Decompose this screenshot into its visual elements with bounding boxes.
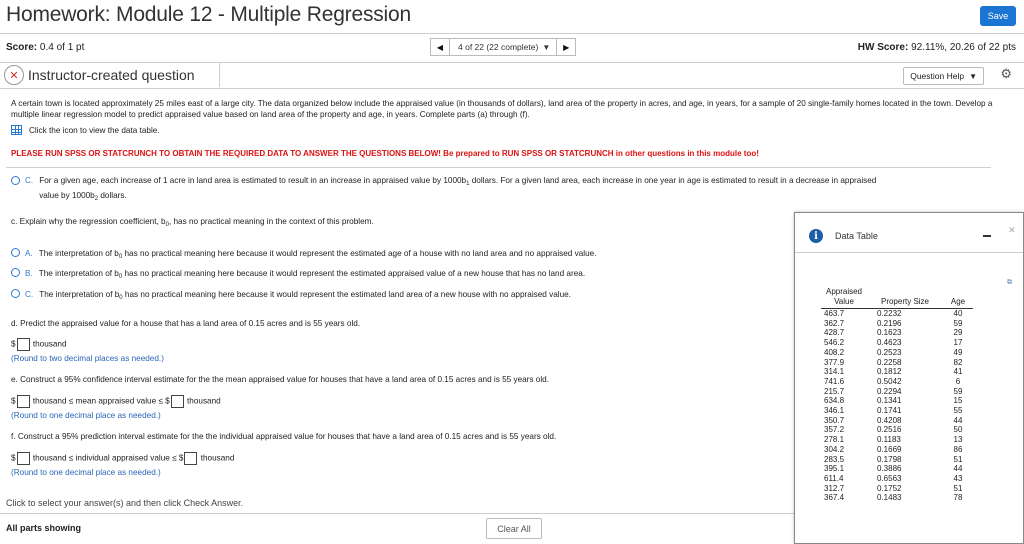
radio-button[interactable] bbox=[11, 248, 20, 257]
score-value: 0.4 of 1 pt bbox=[39, 42, 85, 53]
data-table-title: Data Table bbox=[835, 231, 878, 241]
table-cell: 51 bbox=[953, 483, 963, 493]
table-cell: 304.2 bbox=[824, 444, 845, 454]
column-header: Age bbox=[943, 287, 973, 309]
rounding-hint: (Round to two decimal places as needed.) bbox=[11, 354, 164, 363]
instruction-text: Click to select your answer(s) and then click Check Answer. bbox=[6, 498, 244, 508]
table-cell: 278.1 bbox=[824, 435, 845, 445]
table-cell: 44 bbox=[953, 415, 963, 425]
table-cell: 546.2 bbox=[824, 338, 845, 348]
table-cell: 314.1 bbox=[824, 367, 845, 377]
table-row bbox=[821, 464, 973, 474]
table-cell: 44 bbox=[953, 464, 963, 474]
table-cell: 408.2 bbox=[824, 347, 845, 357]
table-cell: 367.4 bbox=[824, 493, 845, 503]
chevron-down-icon: ▼ bbox=[969, 71, 977, 81]
table-cell: 0.4208 bbox=[877, 415, 902, 425]
table-cell: 59 bbox=[953, 318, 963, 328]
table-row bbox=[821, 387, 973, 397]
table-row bbox=[821, 367, 973, 377]
table-cell: 0.1741 bbox=[877, 406, 902, 416]
table-row bbox=[821, 358, 973, 368]
part-d-question: d. Predict the appraised value for a house that has a land area of 0.15 acres and is 55 years old. bbox=[11, 319, 361, 328]
table-row bbox=[821, 396, 973, 406]
part-d-answer-row: $ thousand bbox=[11, 338, 67, 351]
prev-question-button[interactable] bbox=[430, 38, 450, 56]
divider bbox=[6, 167, 991, 168]
radio-button[interactable] bbox=[11, 268, 20, 277]
part-e-answer-row: $ thousand ≤ mean appraised value ≤ $ thousand bbox=[11, 395, 221, 408]
table-row bbox=[821, 348, 973, 358]
part-c-option-c[interactable]: C. The interpretation of $b_0$ has no practical meaning here because it would represent the estimated land area of a new house with no appraised value. bbox=[11, 289, 571, 304]
column-header: Property Size bbox=[867, 287, 943, 309]
table-cell: 611.4 bbox=[824, 473, 844, 483]
table-cell: 41 bbox=[953, 367, 963, 377]
table-cell: 78 bbox=[953, 493, 963, 503]
table-cell: 395.1 bbox=[824, 464, 845, 474]
table-cell: 0.1623 bbox=[877, 328, 902, 338]
next-question-button[interactable] bbox=[556, 38, 576, 56]
table-cell: 215.7 bbox=[824, 386, 845, 396]
table-cell: 29 bbox=[953, 328, 963, 338]
score: Score: 0.4 of 1 pt bbox=[6, 42, 85, 53]
rounding-hint: (Round to one decimal place as needed.) bbox=[11, 411, 161, 420]
table-cell: 86 bbox=[953, 444, 963, 454]
save-button[interactable]: Save bbox=[980, 6, 1016, 26]
table-cell: 55 bbox=[953, 406, 963, 416]
ci-lower-input[interactable] bbox=[17, 395, 30, 408]
table-cell: 0.1669 bbox=[877, 444, 902, 454]
table-cell: 741.6 bbox=[824, 376, 845, 386]
table-cell: 463.7 bbox=[824, 309, 845, 318]
part-b-option-c[interactable]: C. For a given age, each increase of 1 acre in land area is estimated to result in an increase in appraised value by $1000b_1$ dollars. For a given land area, each increase in one year in age is estimated to result in a decrease in appraised value by $1000b_2$ dollars. bbox=[11, 175, 1001, 205]
part-c-question: c. Explain why the regression coefficient, $b_0$, has no practical meaning in the context of this problem. bbox=[11, 217, 374, 228]
table-cell: 0.3886 bbox=[877, 464, 902, 474]
divider bbox=[0, 513, 794, 514]
table-cell: 0.1341 bbox=[877, 396, 902, 406]
minimize-icon[interactable] bbox=[983, 235, 991, 237]
table-cell: 15 bbox=[953, 396, 963, 406]
warning-text: PLEASE RUN SPSS OR STATCRUNCH TO OBTAIN THE REQUIRED DATA TO ANSWER THE QUESTIONS BELOW! Be prepared to RUN SPSS OR STATCRUNCH in other questions in this module too! bbox=[11, 149, 759, 158]
table-row bbox=[821, 309, 973, 319]
data-table-link[interactable]: Click the icon to view the data table. bbox=[11, 125, 160, 135]
gear-icon[interactable]: ⚙ bbox=[1000, 66, 1012, 81]
table-cell: 17 bbox=[953, 338, 963, 348]
arrow-left-icon: ◀ bbox=[436, 42, 444, 52]
table-cell: 0.1812 bbox=[877, 367, 902, 377]
table-cell: 283.5 bbox=[824, 454, 845, 464]
table-row bbox=[821, 484, 973, 494]
table-row bbox=[821, 406, 973, 416]
table-cell: 0.2196 bbox=[877, 318, 902, 328]
table-cell: 0.6563 bbox=[877, 473, 902, 483]
table-cell: 346.1 bbox=[824, 406, 845, 416]
part-c-option-b[interactable]: B. The interpretation of $b_0$ has no practical meaning here because it would represent the estimated appraised value of a new house that has no land area. bbox=[11, 268, 585, 283]
table-row bbox=[821, 455, 973, 465]
ci-upper-input[interactable] bbox=[171, 395, 184, 408]
table-cell: 6 bbox=[955, 376, 961, 386]
table-cell: 0.2258 bbox=[877, 357, 902, 367]
table-row bbox=[821, 435, 973, 445]
data-table bbox=[821, 287, 973, 503]
pi-upper-input[interactable] bbox=[184, 452, 197, 465]
table-row bbox=[821, 328, 973, 338]
info-icon: i bbox=[809, 229, 823, 243]
table-row bbox=[821, 493, 973, 503]
table-cell: 0.5042 bbox=[877, 376, 902, 386]
table-row bbox=[821, 445, 973, 455]
table-cell: 49 bbox=[953, 347, 963, 357]
table-row bbox=[821, 425, 973, 435]
table-cell: 51 bbox=[953, 454, 963, 464]
table-row bbox=[821, 319, 973, 329]
hw-score: HW Score: 92.11%, 20.26 of 22 pts bbox=[857, 42, 1016, 53]
table-cell: 43 bbox=[953, 473, 963, 483]
pi-lower-input[interactable] bbox=[17, 452, 30, 465]
data-table-window bbox=[794, 212, 1024, 544]
radio-button[interactable] bbox=[11, 176, 20, 185]
all-parts-label: All parts showing bbox=[6, 523, 82, 533]
chevron-down-icon: ▼ bbox=[542, 42, 551, 52]
table-row bbox=[821, 338, 973, 348]
table-cell: 0.1752 bbox=[877, 483, 902, 493]
radio-button[interactable] bbox=[11, 289, 20, 298]
question-select[interactable]: 4 of 22 (22 complete) ▼ bbox=[452, 38, 556, 56]
table-cell: 0.1183 bbox=[877, 435, 901, 445]
instructor-question-label: ✕ Instructor-created question bbox=[4, 65, 195, 85]
table-icon[interactable] bbox=[11, 125, 22, 135]
predicted-value-input[interactable] bbox=[17, 338, 30, 351]
question-help-button[interactable]: Question Help ▼ bbox=[903, 67, 984, 85]
problem-intro: A certain town is located approximately 25 miles east of a large city. The data organized below include the appraised value (in thousands of dollars), land area of the property in acres, and age, in years, for a sample of 20 single-family homes located in the town. Develop a multiple linear regression model to predict appraised value based on land area of the property and age, in years. Complete parts (a) through (f). bbox=[11, 99, 993, 119]
table-row bbox=[821, 416, 973, 426]
table-cell: 13 bbox=[953, 435, 963, 445]
table-cell: 0.4623 bbox=[877, 338, 902, 348]
table-row bbox=[821, 377, 973, 387]
clear-all-button[interactable]: Clear All bbox=[486, 518, 542, 539]
table-cell: 634.8 bbox=[824, 396, 845, 406]
table-cell: 0.2516 bbox=[877, 425, 902, 435]
divider bbox=[0, 33, 1024, 34]
table-cell: 312.7 bbox=[824, 483, 845, 493]
copy-icon[interactable]: ⧉ bbox=[1007, 279, 1012, 286]
table-cell: 357.2 bbox=[824, 425, 845, 435]
table-cell: 59 bbox=[953, 386, 963, 396]
table-cell: 0.1798 bbox=[877, 454, 902, 464]
hw-score-value: 92.11%, 20.26 of 22 pts bbox=[911, 42, 1016, 53]
table-cell: 82 bbox=[953, 357, 963, 367]
table-cell: 50 bbox=[953, 425, 963, 435]
close-icon[interactable]: ✕ bbox=[1008, 225, 1016, 235]
table-cell: 40 bbox=[953, 309, 963, 318]
part-e-question: e. Construct a 95% confidence interval estimate for the the mean appraised value for houses that have a land area of 0.15 acres and is 55 years old. bbox=[11, 375, 549, 384]
table-cell: 0.2232 bbox=[877, 309, 902, 318]
rounding-hint: (Round to one decimal place as needed.) bbox=[11, 468, 161, 477]
table-cell: 0.2523 bbox=[877, 347, 902, 357]
table-cell: 350.7 bbox=[824, 415, 845, 425]
data-table-header bbox=[795, 213, 1023, 253]
table-cell: 0.2294 bbox=[877, 386, 902, 396]
arrow-right-icon: ▶ bbox=[563, 42, 570, 52]
table-cell: 377.9 bbox=[824, 357, 845, 367]
partial-credit-icon: ✕ bbox=[4, 65, 24, 85]
divider bbox=[0, 88, 1024, 89]
part-c-option-a[interactable]: A. The interpretation of $b_0$ has no practical meaning here because it would represent the estimated age of a house with no land area and no appraised value. bbox=[11, 248, 596, 263]
table-cell: 362.7 bbox=[824, 318, 845, 328]
part-f-answer-row: $ thousand ≤ individual appraised value ≤ $ thousand bbox=[11, 452, 234, 465]
question-nav bbox=[430, 38, 576, 56]
table-cell: 428.7 bbox=[824, 328, 845, 338]
table-row bbox=[821, 474, 973, 484]
table-cell: 0.1483 bbox=[877, 493, 902, 503]
column-header: Appraised Value bbox=[821, 287, 867, 309]
part-f-question: f. Construct a 95% prediction interval estimate for the the individual appraised value for houses that have a land area of 0.15 acres and is 55 years old. bbox=[11, 432, 557, 441]
page-title: Homework: Module 12 - Multiple Regression bbox=[6, 3, 411, 26]
